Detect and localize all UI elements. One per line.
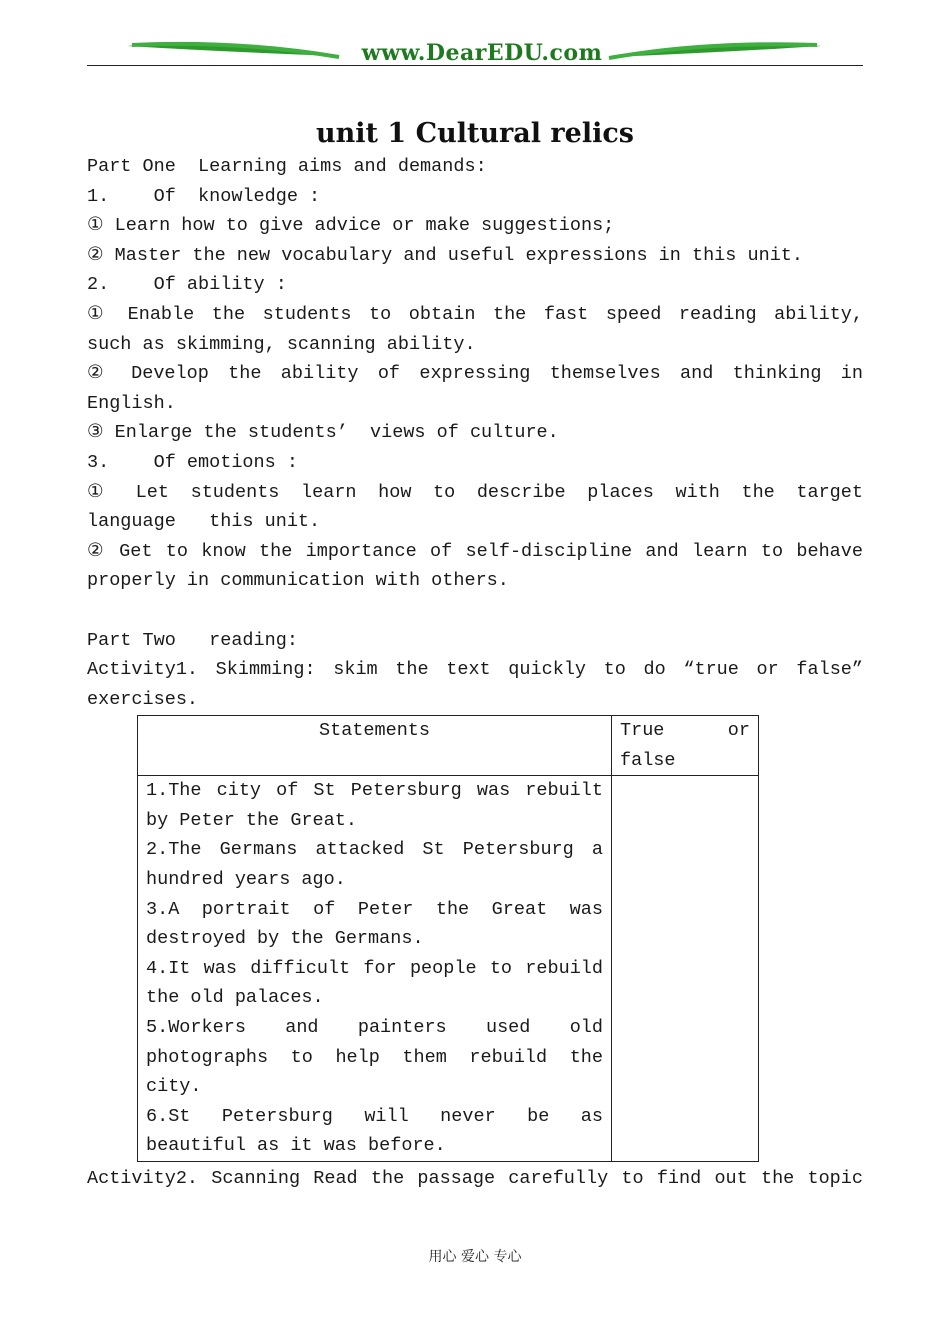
- activity-1-line-2: exercises.: [87, 688, 199, 710]
- knowledge-item-2: ② Master the new vocabulary and useful expressions in this unit.: [87, 244, 803, 266]
- statements-cell: [138, 776, 612, 1162]
- emotions-heading: 3. Of emotions :: [87, 451, 298, 473]
- emotions-item-2-line-2: properly in communication with others.: [87, 570, 509, 592]
- site-logo: www.DearEDU.com: [361, 40, 603, 66]
- true-false-header: True or false: [612, 716, 759, 776]
- answer-cell[interactable]: [612, 776, 759, 1162]
- statement-2-line-2: hundred years ago.: [146, 868, 346, 890]
- document-body: [87, 152, 863, 714]
- ability-item-2-line-1: ② Develop the ability of expressing themselves and thinking in: [87, 363, 863, 385]
- ability-heading: 2. Of ability :: [87, 274, 287, 296]
- part-two-heading: Part Two reading:: [87, 629, 298, 651]
- statement-3-line-1: 3.A portrait of Peter the Great was: [146, 898, 603, 920]
- statement-5-line-1: 5.Workers and painters used old: [146, 1016, 603, 1038]
- statement-1-line-1: 1.The city of St Petersburg was rebuilt: [146, 780, 603, 802]
- activity-2-line-1: Activity2. Scanning Read the passage carefully to find out the topic: [87, 1168, 863, 1189]
- true-false-table: [137, 715, 759, 1162]
- part-one-heading: Part One Learning aims and demands:: [87, 156, 487, 177]
- statement-2-line-1: 2.The Germans attacked St Petersburg a: [146, 839, 603, 861]
- statement-4-line-2: the old palaces.: [146, 987, 324, 1009]
- emotions-item-1-line-2: language this unit.: [87, 511, 321, 533]
- table-row: [138, 776, 759, 1162]
- statement-5-line-3: city.: [146, 1076, 202, 1098]
- statements-header: Statements: [138, 716, 612, 776]
- emotions-item-1-line-1: ① Let students learn how to describe places with the target: [87, 481, 863, 503]
- statement-1-line-2: by Peter the Great.: [146, 809, 357, 831]
- activity-2: [87, 1164, 863, 1194]
- page-header: [87, 30, 863, 68]
- statement-6-line-1: 6.St Petersburg will never be as: [146, 1105, 603, 1127]
- ability-item-1-line-1: ① Enable the students to obtain the fast speed reading ability,: [87, 303, 863, 325]
- ability-item-2-line-2: English.: [87, 392, 176, 414]
- spacer: [87, 596, 863, 626]
- knowledge-item-1: ① Learn how to give advice or make suggestions;: [87, 215, 615, 237]
- page-footer: 用心 爱心 专心: [428, 1249, 522, 1265]
- table-header-row: [138, 716, 759, 776]
- statement-6-line-2: beautiful as it was before.: [146, 1135, 446, 1157]
- ability-item-3: ③ Enlarge the students’ views of culture.: [87, 422, 559, 444]
- statement-3-line-2: destroyed by the Germans.: [146, 928, 424, 950]
- knowledge-heading: 1. Of knowledge :: [87, 185, 321, 207]
- emotions-item-2-line-1: ② Get to know the importance of self-discipline and learn to behave: [87, 540, 863, 562]
- statement-4-line-1: 4.It was difficult for people to rebuild: [146, 957, 603, 979]
- activity-1-line-1: Activity1. Skimming: skim the text quickly to do “true or false”: [87, 659, 863, 681]
- ability-item-1-line-2: such as skimming, scanning ability.: [87, 333, 476, 355]
- statement-5-line-2: photographs to help them rebuild the: [146, 1046, 603, 1068]
- page-title: unit 1 Cultural relics: [316, 118, 634, 149]
- header-rule: [87, 65, 863, 66]
